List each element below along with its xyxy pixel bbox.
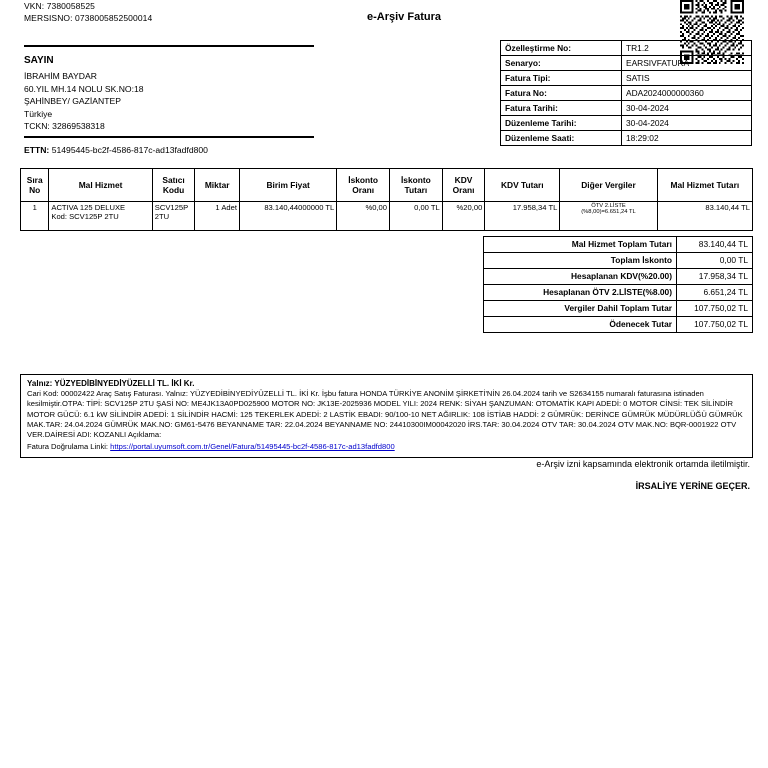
col-satici-kodu: Satıcı Kodu [152,169,195,202]
info-key: Senaryo: [501,56,622,71]
total-label: Hesaplanan ÖTV 2.LİSTE(%8.00) [484,285,677,301]
info-row [501,56,752,71]
document-header [0,0,768,40]
recipient-name: İBRAHİM BAYDAR [24,71,97,81]
line-items-header-row [21,169,753,202]
vkn-line: VKN: 7380058525 [24,1,95,11]
cell-kdv-orani: %20,00 [442,202,485,231]
cell-birim-fiyat: 83.140,44000000 TL [239,202,336,231]
ovt-amount: (%8,00)=6.651,24 TL [581,209,636,215]
ovt-label: ÖTV 2.LİSTE [591,203,626,209]
invoice-info-table [500,40,752,146]
info-key: Düzenleme Tarihi: [501,116,622,131]
total-value: 107.750,02 TL [677,317,753,333]
cell-miktar: 1 Adet [195,202,240,231]
totals-row [484,285,753,301]
verification-link[interactable]: https://portal.uyumsoft.com.tr/Genel/Fatura/51495445-bc2f-4586-817c-ad13fadfd800 [110,442,395,452]
totals-row [484,253,753,269]
cell-mal-hizmet [49,202,152,231]
col-birim-fiyat: Birim Fiyat [239,169,336,202]
notes-box [20,374,753,458]
cell-diger-vergiler [560,202,657,231]
info-value: 30-04-2024 [622,101,752,116]
col-iskonto-tutari: İskonto Tutarı [390,169,443,202]
info-value: ADA2024000000360 [622,86,752,101]
total-label: Toplam İskonto [484,253,677,269]
info-key: Özelleştirme No: [501,41,622,56]
info-row [501,116,752,131]
verification-link-row [27,442,746,452]
cell-iskonto-tutari: 0,00 TL [390,202,443,231]
info-key: Fatura No: [501,86,622,101]
col-diger-vergiler: Diğer Vergiler [560,169,657,202]
cell-kdv-tutari: 17.958,34 TL [485,202,560,231]
verification-link-label: Fatura Doğrulama Linki: [27,442,109,452]
recipient-address-line-1: 60.YIL MH.14 NOLU SK.NO:18 [24,83,144,94]
cell-iskonto-orani: %0,00 [337,202,390,231]
cell-mal-hizmet-tutari: 83.140,44 TL [657,202,752,231]
info-row [501,131,752,146]
footer-note-archive: e-Arşiv izni kapsamında elektronik ortamda iletilmiştir. [536,459,750,469]
total-value: 0,00 TL [677,253,753,269]
totals-row [484,237,753,253]
info-row [501,101,752,116]
info-value: 18:29:02 [622,131,752,146]
col-kdv-tutari: KDV Tutarı [485,169,560,202]
ettn-row [24,145,208,155]
total-value: 107.750,02 TL [677,301,753,317]
col-mal-hizmet-tutari: Mal Hizmet Tutarı [657,169,752,202]
divider-bottom [24,136,314,138]
mersis-line: MERSISNO: 0738005852500014 [24,13,153,23]
info-value: 30-04-2024 [622,116,752,131]
recipient-country: Türkiye [24,108,53,119]
info-row [501,71,752,86]
info-row [501,41,752,56]
info-key: Fatura Tipi: [501,71,622,86]
col-kdv-orani: KDV Oranı [442,169,485,202]
footer-note-waybill: İRSALİYE YERİNE GEÇER. [635,481,750,491]
line-items-table [20,168,753,231]
table-row [21,202,753,231]
document-type-title: e-Arşiv Fatura [367,11,441,23]
info-key: Fatura Tarihi: [501,101,622,116]
total-label: Hesaplanan KDV(%20.00) [484,269,677,285]
ettn-value: 51495445-bc2f-4586-817c-ad13fadfd800 [51,145,208,155]
item-code: Kod: SCV125P 2TU [51,212,119,221]
recipient-tckn: TCKN: 32869538318 [24,121,105,131]
totals-row [484,269,753,285]
cell-sira-no: 1 [21,202,49,231]
notes-body: Cari Kod: 00002422 Araç Satış Faturası. Yalnız: YÜZYEDİBİNYEDİYÜZELLİ TL. İKİ Kr. İşbu fatura HONDA TÜRKİYE ANONİM ŞİRKETİ'NİN 26.04.2024 tarih ve S2634155 numaralı faturasına istinaden kesilmiştir.OTPA: TİPİ: SCV125P 2TU ŞASİ NO: ME4JK13A0PD025900 MOTOR NO: JK13E-2025936 MODEL YILI: 2024 RENK: SİYAH ŞANZUMAN: OTOMATİK KAPI ADEDİ: 0 MOTOR CİNSİ: TEK SİLİNDİR MOTOR GÜCÜ: 6.1 kW SİLİNDİR ADEDİ: 1 SİLİNDİR HACMİ: 125 TEKERLEK ADEDİ: 2 LASTİK EBADI: 90/100-10 NET AĞIRLIK: 108 İSTİAB HADDİ: 2 GÜMRÜK: DERİNCE GÜMRÜK MÜDÜRLÜĞÜ GÜMRÜK MAK.TAR: 24.04.2024 GÜMRÜK MAK.NO: GM61-5476 BEYANNAME TAR: 22.04.2024 BEYANNAME NO: 24410300IM00042020 İRS.TAR: 30.04.2024 OTV TAR: 30.04.2024 OTV MAK.NO: BQR-0001922 OTV VER.DAİRESİ ADI: KOZANLI Açıklama: [27,389,743,440]
totals-row [484,317,753,333]
ettn-label: ETTN: [24,145,50,155]
total-label: Ödenecek Tutar [484,317,677,333]
amount-in-words: Yalnız: YÜZYEDİBİNYEDİYÜZELLİ TL. İKİ Kr. [27,379,195,388]
cell-satici-kodu: SCV125P 2TU [152,202,195,231]
col-iskonto-orani: İskonto Oranı [337,169,390,202]
totals-table [483,236,753,333]
total-value: 83.140,44 TL [677,237,753,253]
recipient-heading: SAYIN [24,55,54,66]
recipient-address-line-2: ŞAHİNBEY/ GAZİANTEP [24,96,121,106]
divider-top [24,45,314,47]
col-mal-hizmet: Mal Hizmet [49,169,152,202]
total-value: 6.651,24 TL [677,285,753,301]
recipient-block [24,70,144,133]
info-value: SATIS [622,71,752,86]
col-sira-no: Sıra No [21,169,49,202]
info-value: EARSIVFATURA [622,56,752,71]
item-name: ACTIVA 125 DELUXE [51,203,126,212]
totals-row [484,301,753,317]
col-miktar: Miktar [195,169,240,202]
info-value: TR1.2 [622,41,752,56]
total-value: 17.958,34 TL [677,269,753,285]
total-label: Vergiler Dahil Toplam Tutar [484,301,677,317]
total-label: Mal Hizmet Toplam Tutarı [484,237,677,253]
info-row [501,86,752,101]
info-key: Düzenleme Saati: [501,131,622,146]
